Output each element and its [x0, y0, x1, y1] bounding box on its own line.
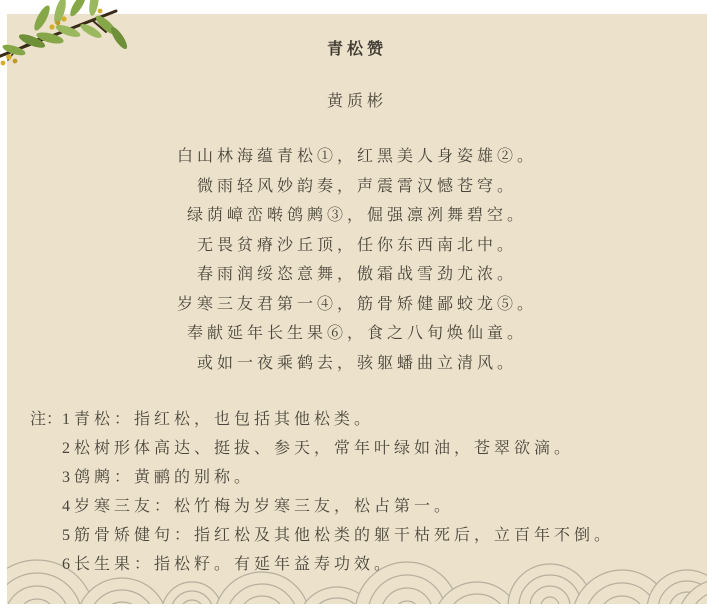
- note-item: 2松树形体高达、挺拔、参天，常年叶绿如油，苍翠欲滴。: [62, 440, 575, 457]
- poem-line: 微雨轻风妙韵奏，声震霄汉憾苍穹。: [196, 177, 517, 195]
- poem-line: 春雨润绥恣意舞，傲霜战雪劲尤浓。: [196, 266, 517, 283]
- note-item: 6长生果：指松籽。有延年益寿功效。: [62, 556, 395, 573]
- note-item: 1青松：指红松，也包括其他松类。: [62, 411, 375, 428]
- notes-label: 注：: [30, 411, 63, 428]
- poem-title: 青松赞: [326, 41, 387, 58]
- poem-line: 岁寒三友君第一④，筋骨矫健鄙蛟龙⑤。: [176, 295, 537, 313]
- poem-line: 无畏贫瘠沙丘顶，任你东西南北中。: [196, 236, 517, 254]
- poem-line: 或如一夜乘鹤去，骇躯蟠曲立清风。: [196, 354, 517, 372]
- poem-line: 白山林海蕴青松①，红黑美人身姿雄②。: [176, 148, 537, 165]
- document-page: [7, 14, 707, 604]
- note-item: 3鸧鹒：黄鹂的别称。: [62, 469, 255, 486]
- poem-body: [7, 142, 707, 378]
- poem-author: 黄质彬: [326, 93, 387, 110]
- poem-line: 绿荫嶂峦啭鸧鹒③，倔强凛冽舞碧空。: [186, 207, 527, 224]
- poem-line: 奉献延年长生果⑥，食之八旬焕仙童。: [186, 325, 527, 342]
- note-item: 4岁寒三友：松竹梅为岁寒三友，松占第一。: [62, 498, 455, 515]
- notes-section: [7, 405, 707, 579]
- note-item: 5筋骨矫健句：指红松及其他松类的躯干枯死后，立百年不倒。: [62, 527, 615, 544]
